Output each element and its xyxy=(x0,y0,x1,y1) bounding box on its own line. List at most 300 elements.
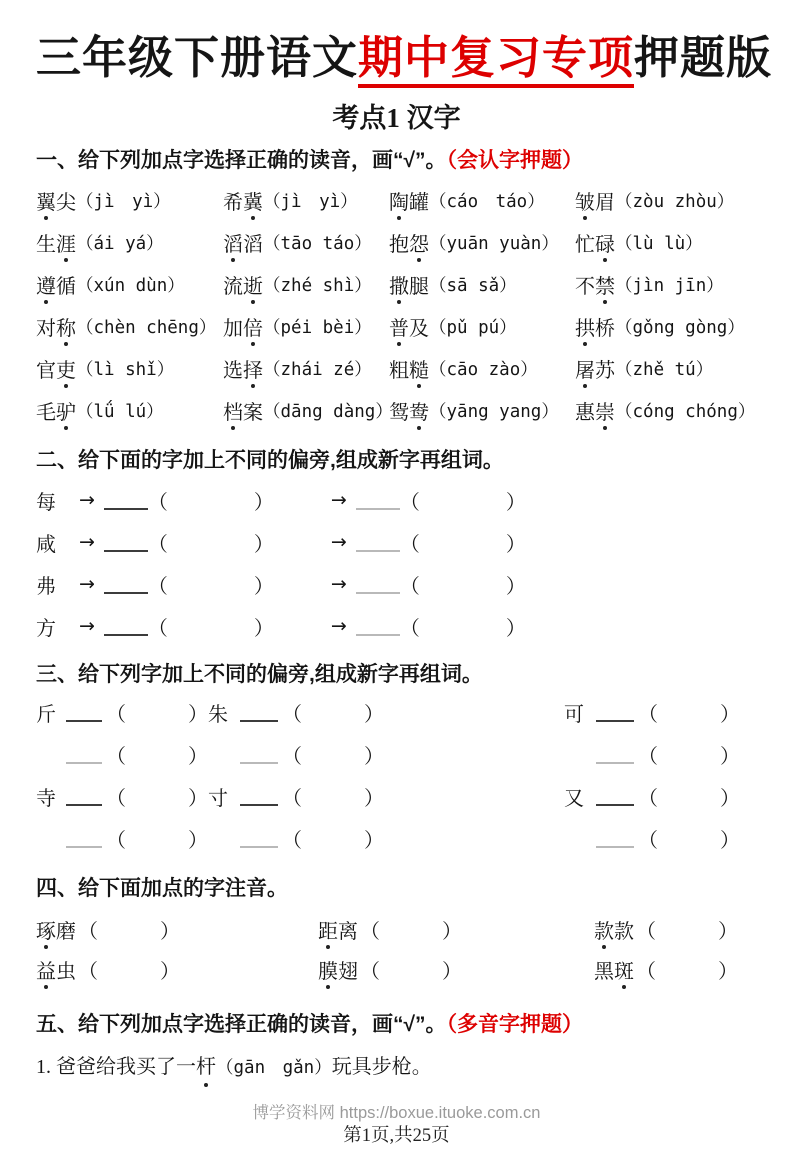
arrow-icon: → xyxy=(79,531,95,554)
close-paren: ） xyxy=(253,575,274,598)
section5-tag: （多音字押题） xyxy=(446,1013,584,1037)
answer-blank xyxy=(240,786,278,806)
word-text xyxy=(575,396,615,425)
word-pinyin-item xyxy=(223,389,393,431)
answer-blank xyxy=(104,574,148,594)
word-text xyxy=(223,270,263,299)
footer-page-number: 第1页,共25页 xyxy=(343,1126,450,1147)
char: 希 xyxy=(223,191,243,214)
answer-parentheses xyxy=(106,698,208,727)
dotted-char: 撒 xyxy=(389,270,409,299)
radical-row xyxy=(36,521,757,563)
close-paren: ） xyxy=(253,491,274,514)
open-paren: （ xyxy=(282,829,302,852)
word-text xyxy=(36,354,76,383)
open-paren: （ xyxy=(399,575,420,598)
char: 粗 xyxy=(389,359,409,382)
radical-cell-continuation xyxy=(208,733,564,775)
char: 罐 xyxy=(409,191,429,214)
answer-blank xyxy=(66,786,102,806)
radical-grid xyxy=(36,691,757,859)
word-text xyxy=(223,396,263,425)
word-pinyin-item xyxy=(389,305,575,347)
dotted-char: 翼 xyxy=(36,186,56,215)
char: 官 xyxy=(36,359,56,382)
close-paren: ） xyxy=(253,533,274,556)
word-pinyin-item xyxy=(36,263,223,305)
pinyin-options: （ái yá） xyxy=(76,233,164,254)
answer-parentheses xyxy=(106,740,208,769)
open-paren: （ xyxy=(282,787,302,810)
answer-blank xyxy=(104,616,148,636)
annotation-grid xyxy=(36,909,757,989)
pinyin-options: （sā sǎ） xyxy=(429,275,517,296)
char: 苏 xyxy=(595,359,615,382)
word-text xyxy=(223,354,263,383)
dotted-char: 斑 xyxy=(614,955,634,984)
word-text xyxy=(389,270,429,299)
arrow-icon: → xyxy=(330,489,347,512)
dotted-char: 皱 xyxy=(575,186,595,215)
close-paren: ） xyxy=(160,920,180,943)
open-paren: （ xyxy=(360,960,380,983)
dotted-char: 琢 xyxy=(36,915,56,944)
radical-cell-continuation xyxy=(564,733,757,775)
answer-blank xyxy=(104,532,148,552)
pinyin-options: （xún dùn） xyxy=(76,275,185,296)
close-paren: ） xyxy=(718,960,738,983)
close-paren: ） xyxy=(505,533,526,556)
char: 款 xyxy=(614,920,634,943)
dotted-char: 碌 xyxy=(595,228,615,257)
answer-parentheses xyxy=(78,955,180,984)
answer-blank xyxy=(66,828,102,848)
open-paren: （ xyxy=(106,745,126,768)
answer-parentheses xyxy=(148,528,274,557)
answer-parentheses xyxy=(360,915,462,944)
close-paren: ） xyxy=(364,703,384,726)
section1-heading xyxy=(36,147,757,175)
answer-parentheses xyxy=(282,698,384,727)
answer-parentheses xyxy=(360,955,462,984)
open-paren: （ xyxy=(360,920,380,943)
open-paren: （ xyxy=(106,703,126,726)
dotted-char: 款 xyxy=(594,915,614,944)
pinyin-options: （lǘ lú） xyxy=(76,401,164,422)
answer-blank xyxy=(596,744,634,764)
close-paren: ） xyxy=(720,703,740,726)
word-text xyxy=(36,955,76,984)
radical-cell-continuation xyxy=(36,817,208,859)
char: 生 xyxy=(36,233,56,256)
subtitle: 考点1 汉字 xyxy=(332,103,461,134)
answer-parentheses xyxy=(282,782,384,811)
dotted-char: 档 xyxy=(223,396,243,425)
dotted-char: 鸯 xyxy=(409,396,429,425)
close-paren: ） xyxy=(188,787,208,810)
open-paren: （ xyxy=(78,920,98,943)
word-pinyin-item xyxy=(575,263,757,305)
char: 滔 xyxy=(243,233,263,256)
word-pinyin-item xyxy=(223,221,389,263)
word-pinyin-item xyxy=(36,347,223,389)
answer-parentheses xyxy=(282,824,384,853)
close-paren: ） xyxy=(364,829,384,852)
word-pinyin-item xyxy=(36,179,223,221)
pinyin-options: （cāo zào） xyxy=(429,359,538,380)
radical-cell-continuation xyxy=(36,733,208,775)
word-text xyxy=(318,915,358,944)
close-paren: ） xyxy=(442,960,462,983)
word-pinyin-item xyxy=(575,221,757,263)
char: 黑 xyxy=(594,960,614,983)
word-pinyin-item xyxy=(389,221,575,263)
pinyin-options: （chèn chēng） xyxy=(76,317,217,338)
pinyin-options: （pǔ pú） xyxy=(429,317,517,338)
section5-heading-text: 五、给下列加点字选择正确的读音，画“√”。 xyxy=(36,1013,447,1037)
pinyin-options: （gǒng gòng） xyxy=(615,317,745,338)
answer-parentheses xyxy=(636,915,738,944)
base-char: 每 xyxy=(36,491,56,514)
word-pinyin-item xyxy=(389,179,575,221)
open-paren: （ xyxy=(636,960,656,983)
answer-parentheses xyxy=(78,915,180,944)
arrow-icon: → xyxy=(79,615,95,638)
open-paren: （ xyxy=(147,533,168,556)
dotted-char: 驴 xyxy=(56,396,76,425)
word-pinyin-item xyxy=(389,389,575,431)
radical-cell xyxy=(36,691,208,733)
answer-parentheses xyxy=(148,612,274,641)
section2-heading: 二、给下面的字加上不同的偏旁,组成新字再组词。 xyxy=(36,449,504,473)
char: 惠 xyxy=(575,401,595,424)
word-pinyin-item xyxy=(575,179,757,221)
open-paren: （ xyxy=(147,491,168,514)
word-text xyxy=(223,312,263,341)
answer-parentheses xyxy=(400,528,526,557)
dotted-char: 益 xyxy=(36,955,56,984)
section5-heading xyxy=(36,1011,757,1039)
char: 选 xyxy=(223,359,243,382)
radical-cell-continuation xyxy=(564,817,757,859)
title-right: 押题版 xyxy=(634,32,773,83)
open-paren: （ xyxy=(282,745,302,768)
radical-row xyxy=(36,563,757,605)
pinyin-options: （lì shǐ） xyxy=(76,359,175,380)
pinyin-options: （yuān yuàn） xyxy=(429,233,559,254)
dotted-char: 逝 xyxy=(243,270,263,299)
dotted-char: 怨 xyxy=(409,228,429,257)
pinyin-options: （tāo táo） xyxy=(263,233,372,254)
section4-heading: 四、给下面加点的字注音。 xyxy=(36,877,288,901)
open-paren: （ xyxy=(399,617,420,640)
close-paren: ） xyxy=(720,829,740,852)
char: 对 xyxy=(36,317,56,340)
word-text xyxy=(36,396,76,425)
pinyin-choice-grid xyxy=(36,179,757,431)
char: 毛 xyxy=(36,401,56,424)
answer-blank xyxy=(596,786,634,806)
answer-parentheses xyxy=(636,955,738,984)
word-pinyin-item xyxy=(575,347,757,389)
close-paren: ） xyxy=(188,745,208,768)
word-text xyxy=(36,228,76,257)
base-char: 方 xyxy=(36,617,56,640)
answer-blank xyxy=(356,616,400,636)
char: 流 xyxy=(223,275,243,298)
base-char: 咸 xyxy=(36,533,56,556)
word-pinyin-item xyxy=(575,389,757,431)
open-paren: （ xyxy=(147,617,168,640)
open-paren: （ xyxy=(638,787,658,810)
pinyin-options: （dāng dàng） xyxy=(263,401,393,422)
radical-cell xyxy=(36,775,208,817)
page-title xyxy=(36,30,773,86)
answer-parentheses xyxy=(282,740,384,769)
section1-tag: （会认字押题） xyxy=(446,149,584,173)
word-pinyin-item xyxy=(36,305,223,347)
title-highlight: 期中复习专项 xyxy=(358,32,634,88)
radical-cell xyxy=(208,691,564,733)
answer-parentheses xyxy=(400,570,526,599)
dotted-char: 糙 xyxy=(409,354,429,383)
word-text xyxy=(223,186,263,215)
arrow-icon: → xyxy=(79,489,95,512)
char: 不 xyxy=(575,275,595,298)
word-text xyxy=(318,955,358,984)
close-paren: ） xyxy=(188,703,208,726)
dotted-char: 涯 xyxy=(56,228,76,257)
char: 翅 xyxy=(338,960,358,983)
answer-blank xyxy=(356,490,400,510)
open-paren: （ xyxy=(106,787,126,810)
worksheet-page xyxy=(0,30,793,1152)
word-text xyxy=(594,915,634,944)
word-text xyxy=(389,186,429,215)
word-text xyxy=(389,396,429,425)
base-char: 寺 xyxy=(36,787,56,810)
close-paren: ） xyxy=(160,960,180,983)
radical-cell xyxy=(208,775,564,817)
arrow-icon: → xyxy=(330,615,347,638)
open-paren: （ xyxy=(638,745,658,768)
word-pinyin-item xyxy=(223,263,389,305)
answer-parentheses xyxy=(106,824,208,853)
close-paren: ） xyxy=(720,745,740,768)
word-pinyin-item xyxy=(223,347,389,389)
answer-parentheses xyxy=(400,612,526,641)
dotted-char: 拱 xyxy=(575,312,595,341)
word-text xyxy=(389,228,429,257)
word-pinyin-item xyxy=(223,305,389,347)
answer-parentheses xyxy=(638,698,740,727)
open-paren: （ xyxy=(638,829,658,852)
word-pinyin-item xyxy=(389,263,575,305)
word-text xyxy=(389,354,429,383)
answer-blank xyxy=(66,702,102,722)
word-text xyxy=(223,228,263,257)
base-char: 寸 xyxy=(208,787,228,810)
close-paren: ） xyxy=(442,920,462,943)
char: 加 xyxy=(223,317,243,340)
word-pinyin-item xyxy=(389,347,575,389)
pinyin-options: （jì yì） xyxy=(263,191,358,212)
char: 鸳 xyxy=(389,401,409,424)
answer-blank xyxy=(240,828,278,848)
word-pinyin-item xyxy=(223,179,389,221)
word-pinyin-item xyxy=(575,305,757,347)
word-pinyin-item xyxy=(36,389,223,431)
dotted-char: 崇 xyxy=(595,396,615,425)
base-char: 可 xyxy=(564,703,584,726)
answer-blank xyxy=(596,828,634,848)
pinyin-options: （jì yì） xyxy=(76,191,171,212)
word-text xyxy=(594,955,634,984)
annotation-item xyxy=(318,909,594,949)
answer-parentheses xyxy=(400,486,526,515)
answer-parentheses xyxy=(638,740,740,769)
close-paren: ） xyxy=(253,617,274,640)
radical-cell xyxy=(564,775,757,817)
arrow-icon: → xyxy=(79,573,95,596)
close-paren: ） xyxy=(505,491,526,514)
answer-parentheses xyxy=(638,782,740,811)
char: 腿 xyxy=(409,275,429,298)
annotation-item xyxy=(36,909,318,949)
base-char: 朱 xyxy=(208,703,228,726)
dotted-char: 禁 xyxy=(595,270,615,299)
pinyin-options: （zhái zé） xyxy=(263,359,372,380)
dotted-char: 吏 xyxy=(56,354,76,383)
open-paren: （ xyxy=(106,829,126,852)
answer-parentheses xyxy=(638,824,740,853)
dotted-char: 陶 xyxy=(389,186,409,215)
answer-blank xyxy=(596,702,634,722)
dotted-char: 普 xyxy=(389,312,409,341)
pinyin-options: （zhé shì） xyxy=(263,275,372,296)
word-pinyin-item xyxy=(36,221,223,263)
char: 循 xyxy=(56,275,76,298)
char: 眉 xyxy=(595,191,615,214)
dotted-char: 倍 xyxy=(243,312,263,341)
dotted-char: 屠 xyxy=(575,354,595,383)
answer-parentheses xyxy=(148,570,274,599)
open-paren: （ xyxy=(282,703,302,726)
base-char: 斤 xyxy=(36,703,56,726)
sentence-pre: 1. 爸爸给我买了一 xyxy=(36,1056,196,1079)
arrow-icon: → xyxy=(330,531,347,554)
word-text xyxy=(36,186,76,215)
close-paren: ） xyxy=(364,745,384,768)
open-paren: （ xyxy=(399,491,420,514)
open-paren: （ xyxy=(78,960,98,983)
question-sentence xyxy=(36,1052,757,1083)
dotted-char: 膜 xyxy=(318,955,338,984)
open-paren: （ xyxy=(638,703,658,726)
base-char: 又 xyxy=(564,787,584,810)
char: 及 xyxy=(409,317,429,340)
answer-blank xyxy=(356,532,400,552)
answer-blank xyxy=(66,744,102,764)
word-text xyxy=(36,270,76,299)
char: 案 xyxy=(243,401,263,424)
open-paren: （ xyxy=(636,920,656,943)
answer-blank xyxy=(240,702,278,722)
word-text xyxy=(36,915,76,944)
char: 忙 xyxy=(575,233,595,256)
section3-heading: 三、给下列字加上不同的偏旁,组成新字再组词。 xyxy=(36,663,483,687)
close-paren: ） xyxy=(718,920,738,943)
open-paren: （ xyxy=(147,575,168,598)
answer-parentheses xyxy=(148,486,274,515)
answer-blank xyxy=(240,744,278,764)
page-footer xyxy=(36,1103,757,1149)
word-text xyxy=(575,270,615,299)
char: 抱 xyxy=(389,233,409,256)
radical-row xyxy=(36,479,757,521)
annotation-item xyxy=(318,949,594,989)
annotation-item xyxy=(594,909,757,949)
dotted-char: 冀 xyxy=(243,186,263,215)
pinyin-options: （zòu zhòu） xyxy=(615,191,735,212)
sentence-dotted-char: 杆 xyxy=(196,1052,216,1082)
annotation-item xyxy=(594,949,757,989)
pinyin-options: （péi bèi） xyxy=(263,317,372,338)
word-text xyxy=(575,186,615,215)
section1-heading-text: 一、给下列加点字选择正确的读音，画“√”。 xyxy=(36,149,447,173)
char: 离 xyxy=(338,920,358,943)
close-paren: ） xyxy=(505,617,526,640)
dotted-char: 遵 xyxy=(36,270,56,299)
close-paren: ） xyxy=(505,575,526,598)
arrow-icon: → xyxy=(330,573,347,596)
dotted-char: 滔 xyxy=(223,228,243,257)
word-text xyxy=(575,354,615,383)
pinyin-options: （cóng chóng） xyxy=(615,401,756,422)
answer-blank xyxy=(104,490,148,510)
open-paren: （ xyxy=(399,533,420,556)
pinyin-options: （jìn jīn） xyxy=(615,275,724,296)
radical-row xyxy=(36,605,757,647)
word-text xyxy=(36,312,76,341)
char: 桥 xyxy=(595,317,615,340)
answer-blank xyxy=(356,574,400,594)
char: 尖 xyxy=(56,191,76,214)
close-paren: ） xyxy=(188,829,208,852)
pinyin-options: （yāng yang） xyxy=(429,401,559,422)
title-left: 三年级下册语文 xyxy=(36,32,359,83)
base-char: 弗 xyxy=(36,575,56,598)
sentence-pinyin: （gān gǎn） xyxy=(216,1058,332,1079)
dotted-char: 距 xyxy=(318,915,338,944)
word-text xyxy=(575,228,615,257)
annotation-item xyxy=(36,949,318,989)
radical-rows xyxy=(36,479,757,647)
char: 虫 xyxy=(56,960,76,983)
dotted-char: 称 xyxy=(56,312,76,341)
char: 磨 xyxy=(56,920,76,943)
radical-cell xyxy=(564,691,757,733)
footer-site-link: 博学资料网 https://boxue.ituoke.com.cn xyxy=(252,1104,541,1123)
word-text xyxy=(389,312,429,341)
close-paren: ） xyxy=(364,787,384,810)
pinyin-options: （zhě tú） xyxy=(615,359,714,380)
pinyin-options: （lù lù） xyxy=(615,233,703,254)
dotted-char: 择 xyxy=(243,354,263,383)
pinyin-options: （cáo táo） xyxy=(429,191,545,212)
answer-parentheses xyxy=(106,782,208,811)
close-paren: ） xyxy=(720,787,740,810)
